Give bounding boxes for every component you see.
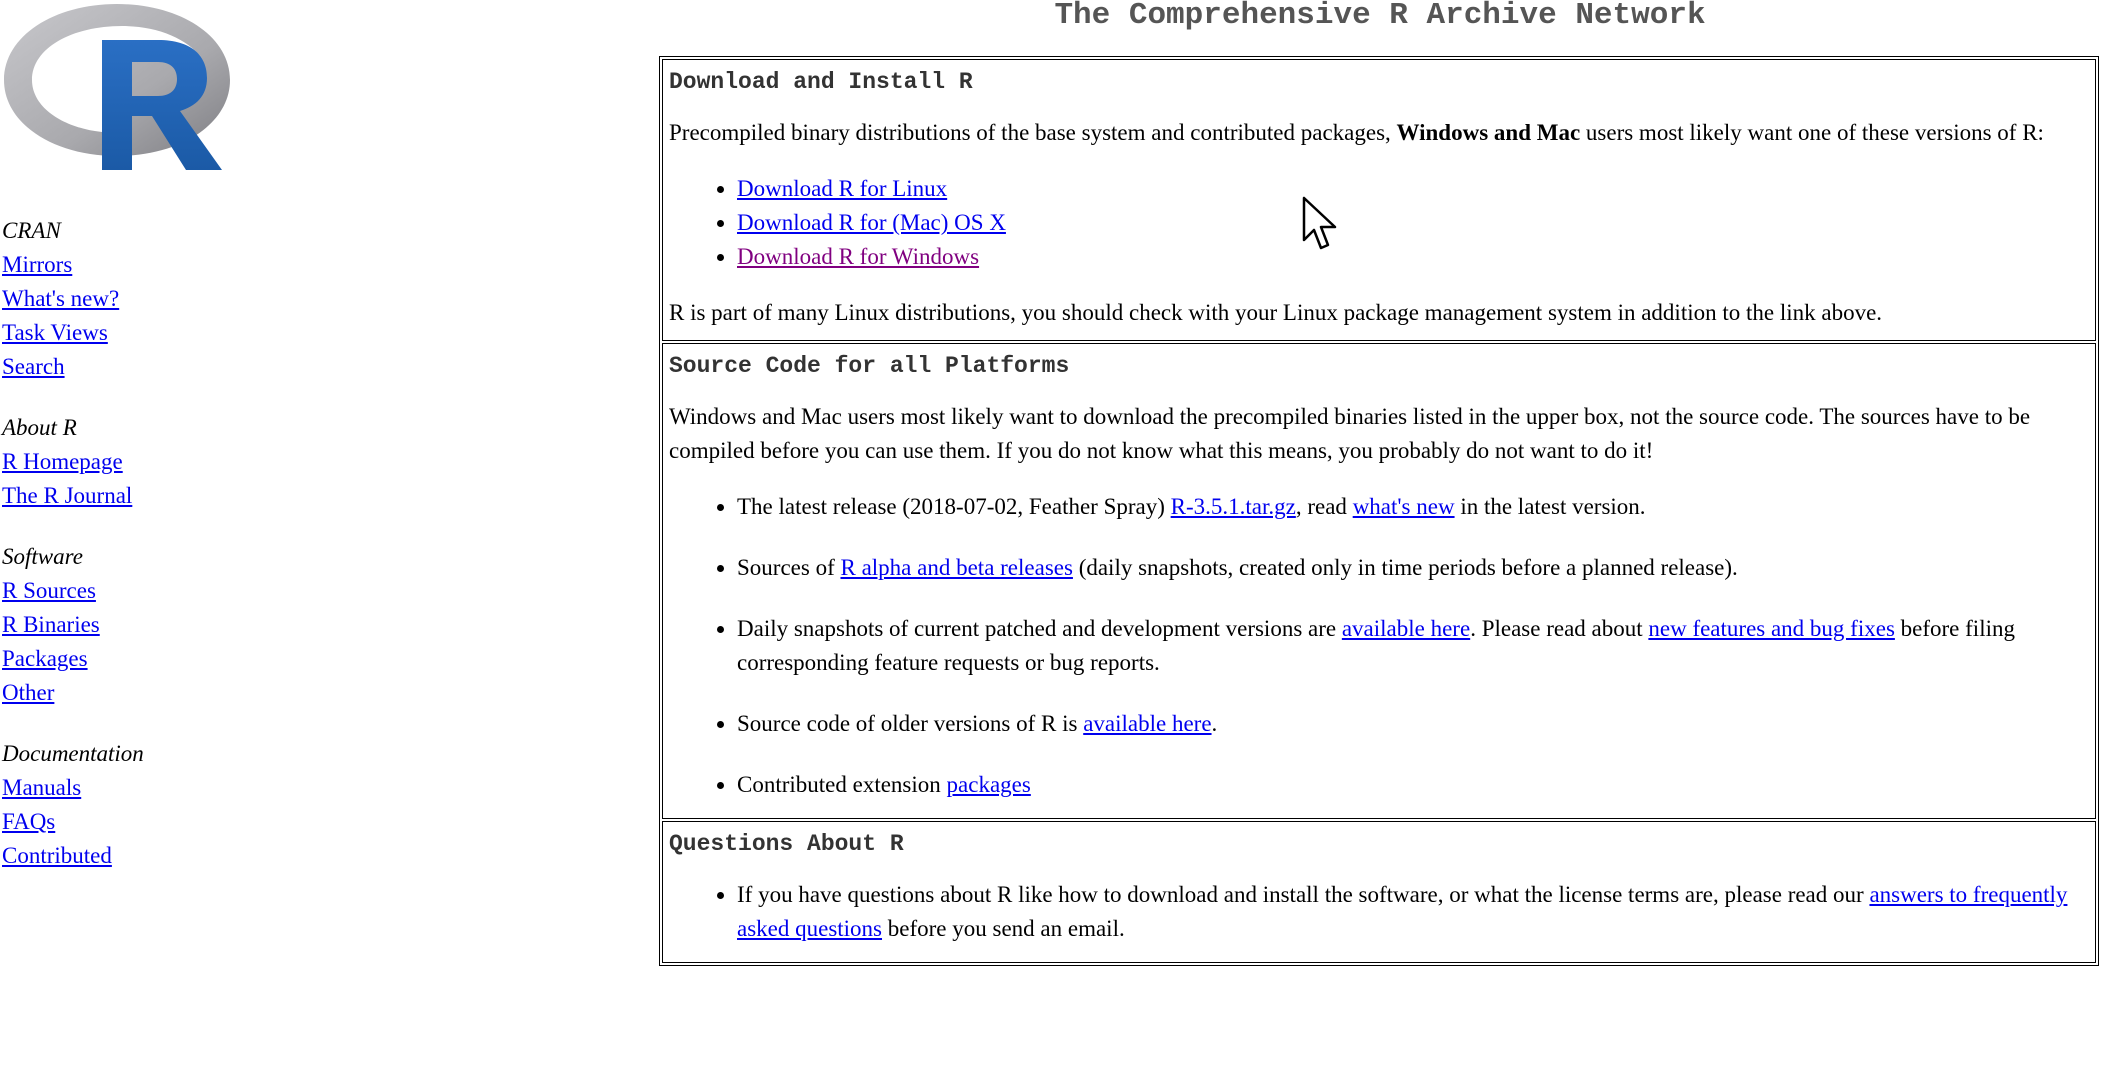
please-read-text: . Please read about — [1470, 616, 1649, 641]
nav-link-search[interactable]: Search — [2, 354, 65, 379]
download-install-title: Download and Install R — [669, 69, 973, 95]
older-versions-available-here-link[interactable]: available here — [1083, 711, 1212, 736]
nav-group-software — [2, 540, 402, 710]
packages-link[interactable]: packages — [946, 772, 1031, 797]
patched-dev-text: Daily snapshots of current patched and development versions are — [737, 616, 1342, 641]
nav-heading-cran: CRAN — [2, 218, 61, 243]
list-item — [737, 878, 2089, 946]
list-item — [737, 490, 2089, 524]
nav-link-task-views[interactable]: Task Views — [2, 320, 108, 345]
r-logo-icon[interactable] — [2, 0, 232, 178]
sources-of-text: Sources of — [737, 555, 841, 580]
nav-link-r-binaries[interactable]: R Binaries — [2, 612, 100, 637]
download-footer: R is part of many Linux distributions, you should check with your Linux package management system in addition to the link above. — [669, 300, 1883, 325]
latest-version-text: in the latest version. — [1454, 494, 1646, 519]
download-macosx-link[interactable]: Download R for (Mac) OS X — [737, 210, 1006, 235]
nav-link-r-journal[interactable]: The R Journal — [2, 483, 133, 508]
main-content — [659, 56, 2099, 966]
mouse-pointer-icon — [1302, 196, 1342, 252]
nav-group-cran — [2, 214, 402, 384]
snapshots-available-here-link[interactable]: available here — [1341, 616, 1471, 641]
read-text: , read — [1295, 494, 1353, 519]
daily-snapshots-text: (daily snapshots, created only in time periods before a planned release). — [1072, 555, 1738, 580]
list-item — [737, 707, 2089, 741]
list-item — [737, 172, 2089, 206]
nav-heading-documentation: Documentation — [2, 741, 144, 766]
questions-box — [662, 821, 2096, 963]
download-intro-after: users most likely want one of these versions of R: — [1580, 120, 2044, 145]
download-links-list — [669, 172, 2089, 274]
nav-group-documentation — [2, 737, 402, 873]
nav-link-other[interactable]: Other — [2, 680, 55, 705]
list-item — [737, 206, 2089, 240]
list-item — [737, 240, 2089, 274]
list-item — [737, 768, 2089, 802]
download-install-box — [662, 59, 2096, 341]
nav-heading-about-r: About R — [2, 415, 77, 440]
alpha-beta-releases-link[interactable]: R alpha and beta releases — [840, 555, 1073, 580]
source-code-title: Source Code for all Platforms — [669, 353, 1070, 379]
questions-text: If you have questions about R like how to download and install the software, or what the license terms are, please read our — [737, 882, 1870, 907]
source-list — [669, 490, 2089, 802]
list-item — [737, 551, 2089, 585]
before-filing-text: before filing corresponding feature requests or bug reports. — [737, 616, 2015, 675]
period-text: . — [1211, 711, 1218, 736]
download-linux-link[interactable]: Download R for Linux — [737, 176, 948, 201]
new-features-bug-fixes-link[interactable]: new features and bug fixes — [1648, 616, 1895, 641]
nav-link-packages[interactable]: Packages — [2, 646, 88, 671]
questions-title: Questions About R — [669, 831, 904, 857]
nav-link-mirrors[interactable]: Mirrors — [2, 252, 73, 277]
nav-link-faqs[interactable]: FAQs — [2, 809, 56, 834]
nav-link-contributed[interactable]: Contributed — [2, 843, 112, 868]
download-intro-bold: Windows and Mac — [1396, 120, 1581, 145]
download-intro-before: Precompiled binary distributions of the base system and contributed packages, — [669, 120, 1397, 145]
page-title: The Comprehensive R Archive Network — [1054, 0, 1706, 33]
source-intro: Windows and Mac users most likely want to download the precompiled binaries listed in the upper box, not the source code. The sources have to be compiled before you can use them. If you do not know what this means, you probably do not want to do it! — [669, 404, 2031, 463]
source-code-box — [662, 343, 2096, 819]
faq-answers-link[interactable]: answers to frequently asked questions — [737, 882, 2068, 941]
before-email-text: before you send an email. — [882, 916, 1125, 941]
contributed-extension-text: Contributed extension — [737, 772, 947, 797]
nav-link-r-sources[interactable]: R Sources — [2, 578, 96, 603]
download-windows-link[interactable]: Download R for Windows — [737, 244, 980, 269]
r-tarball-link[interactable]: R-3.5.1.tar.gz — [1170, 494, 1296, 519]
latest-release-text: The latest release (2018-07-02, Feather Spray) — [737, 494, 1171, 519]
sidebar — [2, 0, 402, 900]
download-intro — [669, 116, 2089, 150]
nav-link-r-homepage[interactable]: R Homepage — [2, 449, 123, 474]
nav-link-whats-new[interactable]: What's new? — [2, 286, 120, 311]
whats-new-link[interactable]: what's new — [1352, 494, 1455, 519]
list-item — [737, 612, 2089, 680]
nav-link-manuals[interactable]: Manuals — [2, 775, 82, 800]
nav-group-about-r — [2, 411, 402, 513]
questions-list — [669, 878, 2089, 946]
nav-heading-software: Software — [2, 544, 83, 569]
older-versions-text: Source code of older versions of R is — [737, 711, 1084, 736]
